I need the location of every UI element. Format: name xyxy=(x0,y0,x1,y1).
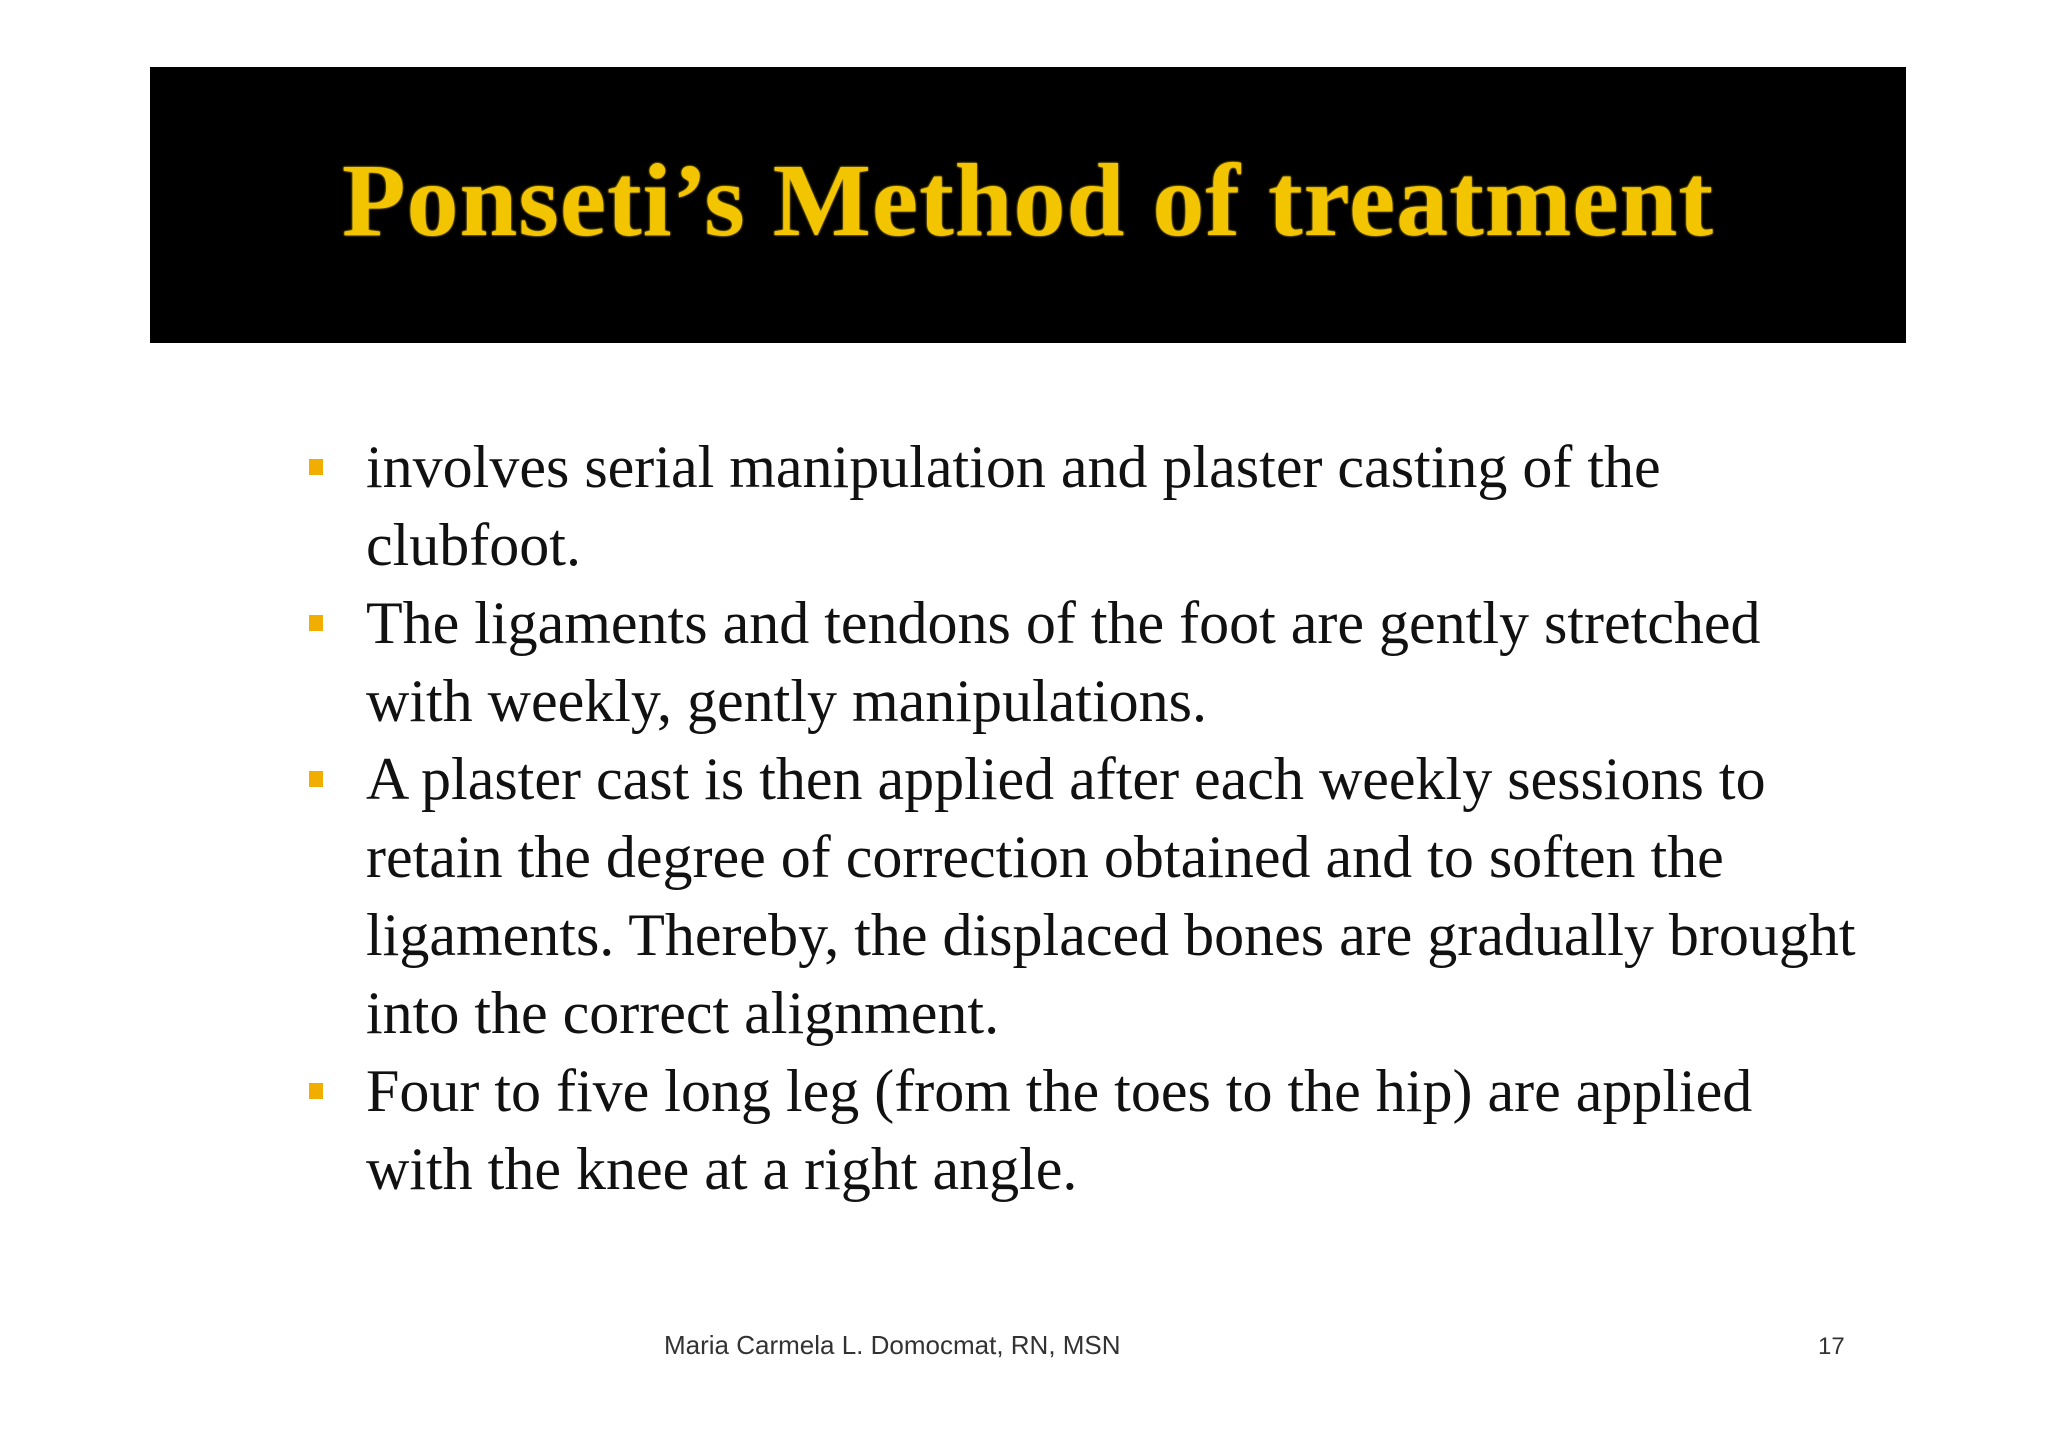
square-bullet-icon xyxy=(309,771,323,787)
bullet-item xyxy=(300,428,1860,584)
bullet-item xyxy=(300,584,1860,740)
footer-author: Maria Carmela L. Domocmat, RN, MSN xyxy=(664,1330,1121,1360)
bullet-text: The ligaments and tendons of the foot are gently stretched with weekly, gently manipulations. xyxy=(366,590,1761,734)
bullet-text: A plaster cast is then applied after each weekly sessions to retain the degree of correction obtained and to soften the ligaments. Thereby, the displaced bones are gradually brought into the correct alignment. xyxy=(366,746,1856,1046)
bullet-list xyxy=(300,428,1860,1208)
bullet-item xyxy=(300,740,1860,1052)
page-number: 17 xyxy=(1818,1333,1845,1360)
bullet-text: Four to five long leg (from the toes to the hip) are applied with the knee at a right angle. xyxy=(366,1058,1753,1202)
bullet-item xyxy=(300,1052,1860,1208)
square-bullet-icon xyxy=(309,459,323,475)
square-bullet-icon xyxy=(309,615,323,631)
bullet-text: involves serial manipulation and plaster casting of the clubfoot. xyxy=(366,434,1661,578)
title-banner xyxy=(150,67,1906,343)
square-bullet-icon xyxy=(309,1083,323,1099)
slide-title: Ponseti’s Method of treatment xyxy=(341,142,1714,258)
